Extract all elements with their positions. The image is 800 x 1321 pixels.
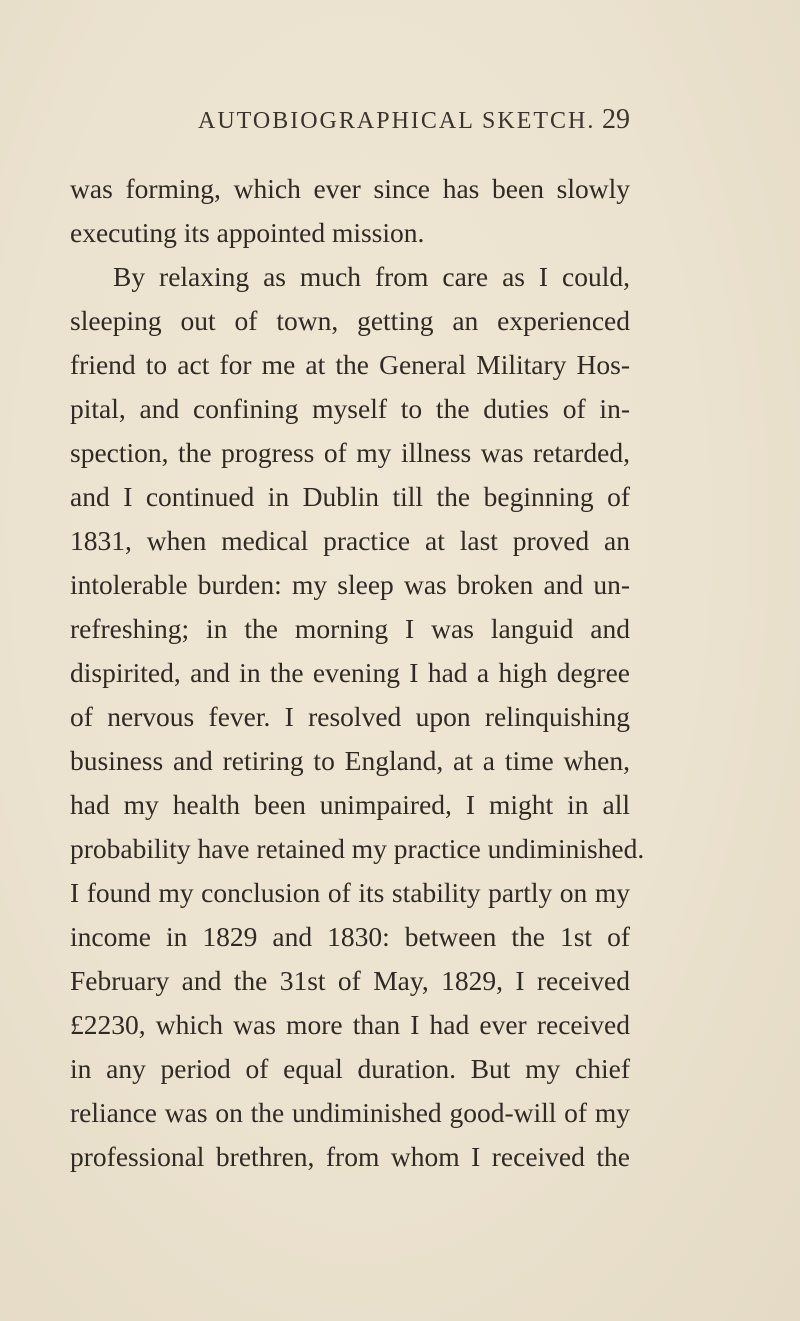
text-line: February and the 31st of May, 1829, I received bbox=[70, 965, 630, 996]
text-line: and I continued in Dublin till the beginning of bbox=[70, 481, 630, 512]
text-line: 1831, when medical practice at last proved an bbox=[70, 525, 630, 556]
text-line: professional brethren, from whom I received the bbox=[70, 1141, 630, 1172]
text-line: reliance was on the undiminished good-will of my bbox=[70, 1097, 630, 1128]
paragraph-start-line: By relaxing as much from care as I could, bbox=[113, 261, 630, 292]
running-title: AUTOBIOGRAPHICAL SKETCH. bbox=[198, 108, 596, 134]
text-line: had my health been unimpaired, I might in all bbox=[70, 789, 630, 820]
text-line: intolerable burden: my sleep was broken and un- bbox=[70, 569, 630, 600]
text-line: probability have retained my practice undiminished. bbox=[70, 833, 645, 864]
text-line: £2230, which was more than I had ever received bbox=[70, 1009, 630, 1040]
text-line: executing its appointed mission. bbox=[70, 217, 425, 248]
running-head bbox=[160, 104, 630, 148]
text-line: income in 1829 and 1830: between the 1st of bbox=[70, 921, 630, 952]
text-line: sleeping out of town, getting an experienced bbox=[70, 305, 630, 336]
text-line: friend to act for me at the General Military Hos- bbox=[70, 349, 630, 380]
text-line: spection, the progress of my illness was retarded, bbox=[70, 437, 630, 468]
text-line: dispirited, and in the evening I had a high degree bbox=[70, 657, 630, 688]
text-line: of nervous fever. I resolved upon relinquishing bbox=[70, 701, 630, 732]
text-line: refreshing; in the morning I was languid and bbox=[70, 613, 630, 644]
text-line: pital, and confining myself to the duties of in- bbox=[70, 393, 630, 424]
text-line: was forming, which ever since has been slowly bbox=[70, 173, 630, 204]
text-line: in any period of equal duration. But my chief bbox=[70, 1053, 630, 1084]
text-line: business and retiring to England, at a time when, bbox=[70, 745, 630, 776]
text-line: I found my conclusion of its stability partly on my bbox=[70, 877, 630, 908]
page-number: 29 bbox=[602, 104, 630, 135]
